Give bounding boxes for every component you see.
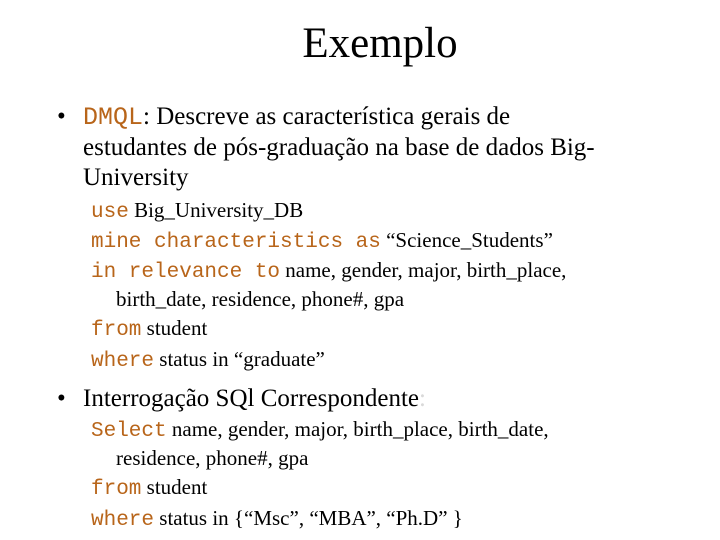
code-text: name, gender, major, birth_place, birth_date, xyxy=(166,417,549,441)
code-text: student xyxy=(141,316,208,340)
sql-heading: Interrogação SQl Correspondente xyxy=(83,385,419,412)
keyword-from: from xyxy=(91,478,142,501)
keyword-use: use xyxy=(91,201,129,224)
dmql-line-where xyxy=(91,344,325,377)
keyword-where: where xyxy=(91,350,155,373)
keyword-select: Select xyxy=(91,420,167,443)
code-text: status in {“Msc”, “MBA”, “Ph.D” } xyxy=(154,506,463,530)
bullet-line-3: University xyxy=(83,164,189,191)
dmql-line-from xyxy=(91,313,207,346)
dmql-line-relevance-cont: birth_date, residence, phone#, gpa xyxy=(116,287,405,311)
sql-line-select-cont: residence, phone#, gpa xyxy=(116,446,309,470)
code-text: Big_University_DB xyxy=(128,198,304,222)
keyword-mine: mine characteristics as xyxy=(91,231,381,254)
bullet-text-1: : Descreve as característica gerais de xyxy=(143,103,511,130)
keyword-where: where xyxy=(91,509,155,532)
bullet-text xyxy=(83,102,683,193)
keyword-relevance: in relevance to xyxy=(91,261,281,284)
code-text: name, gender, major, birth_place, xyxy=(280,258,567,282)
slide-title: Exemplo xyxy=(302,20,458,67)
sql-line-where xyxy=(91,503,463,536)
dmql-label: DMQL xyxy=(83,103,144,132)
sql-heading-colon: : xyxy=(419,385,426,412)
code-text: student xyxy=(141,475,208,499)
code-text: “Science_Students” xyxy=(380,228,553,252)
dmql-line-use xyxy=(91,195,303,228)
keyword-from: from xyxy=(91,319,142,342)
bullet-text xyxy=(83,384,683,414)
dmql-line-mine xyxy=(91,225,553,258)
code-text: status in “graduate” xyxy=(154,347,325,371)
bullet-symbol: • xyxy=(57,103,66,130)
bullet-line-1 xyxy=(83,102,683,133)
bullet-symbol: • xyxy=(57,385,66,412)
bullet-line-2: estudantes de pós-graduação na base de dados Big- xyxy=(83,134,595,161)
sql-line-from xyxy=(91,472,207,505)
